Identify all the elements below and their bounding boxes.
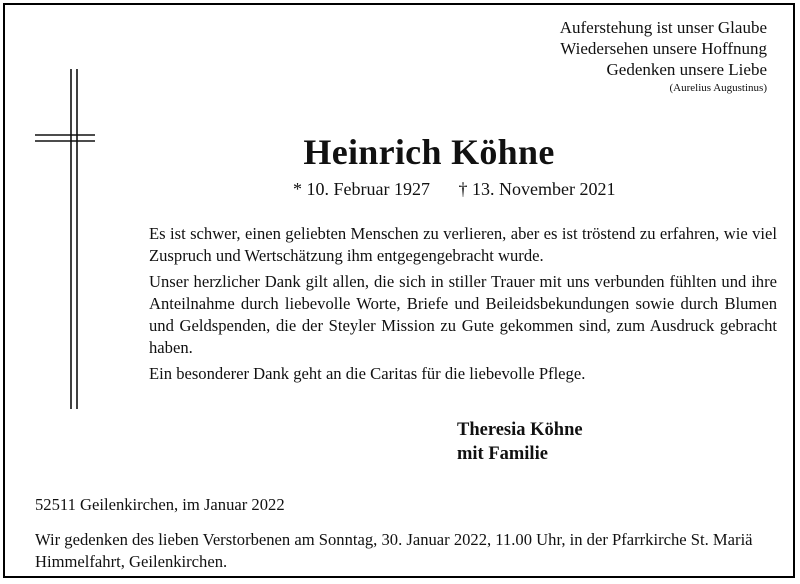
latin-cross-icon bbox=[35, 69, 95, 409]
death-date: † 13. November 2021 bbox=[458, 179, 616, 199]
body-paragraph: Ein besonderer Dank geht an die Caritas für die liebevolle Pflege. bbox=[149, 364, 586, 383]
memorial-service-info: Wir gedenken des lieben Verstorbenen am Sonntag, 30. Januar 2022, 11.00 Uhr, in der Pfarrkirche St. Mariä Himmelfahrt, Geilenkirchen. bbox=[35, 530, 753, 571]
body-paragraph: Es ist schwer, einen geliebten Menschen zu verlieren, aber es ist tröstend zu erfahren, wie viel Zuspruch und Wertschätzung ihm entgegengebracht wurde. bbox=[149, 224, 777, 265]
birth-date: * 10. Februar 1927 bbox=[293, 179, 430, 199]
quote-block bbox=[560, 17, 767, 95]
deceased-name: Heinrich Köhne bbox=[303, 132, 555, 172]
obituary-notice bbox=[3, 3, 795, 578]
signature-block bbox=[457, 418, 583, 466]
quote-line: Auferstehung ist unser Glaube bbox=[559, 18, 767, 37]
signature-name: Theresia Köhne bbox=[457, 420, 583, 440]
life-dates bbox=[293, 179, 615, 200]
message-body bbox=[149, 223, 777, 389]
quote-line: Wiedersehen unsere Hoffnung bbox=[560, 39, 767, 58]
body-paragraph: Unser herzlicher Dank gilt allen, die sich in stiller Trauer mit uns verbunden fühlten und ihre Anteilnahme durch liebevolle Worte, Briefe und Beileidsbekundungen sowie durch Blumen und Geldspenden, die der Steyler Mission zu Gute gekommen sind, zum Ausdruck gebracht haben. bbox=[149, 272, 777, 357]
place-date: 52511 Geilenkirchen, im Januar 2022 bbox=[35, 495, 285, 514]
quote-author: (Aurelius Augustinus) bbox=[669, 82, 767, 94]
quote-line: Gedenken unsere Liebe bbox=[606, 60, 767, 79]
signature-family: mit Familie bbox=[457, 444, 548, 464]
